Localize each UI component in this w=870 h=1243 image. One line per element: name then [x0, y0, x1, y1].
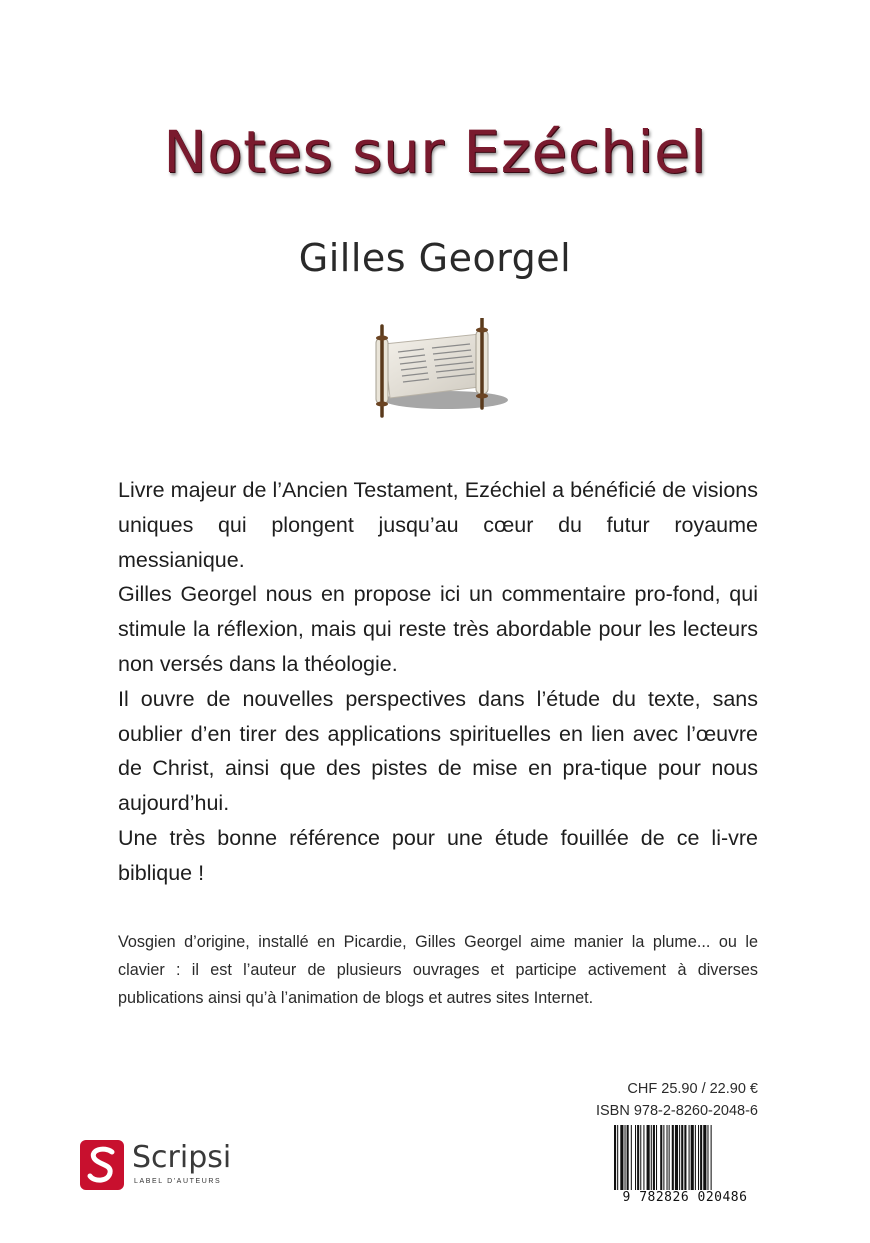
author-bio: Vosgien d’origine, installé en Picardie, Gilles Georgel aime manier la plume... ou le clavier : il est l’auteur de plusieurs ouvrages et participe activement à diverses publications ainsi qu’à l’animation de blogs et autres sites Internet. [118, 933, 758, 1007]
barcode-bar [640, 1125, 641, 1191]
barcode-bar [695, 1125, 696, 1191]
isbn-label: ISBN 978-2-8260-2048-6 [595, 1103, 758, 1119]
barcode-bar [643, 1125, 644, 1191]
barcode-bar [647, 1125, 650, 1191]
barcode-bar [653, 1125, 655, 1191]
barcode-bar [711, 1125, 712, 1197]
barcode-bar [625, 1125, 626, 1191]
barcode-bar [679, 1125, 680, 1191]
barcode-bar [660, 1125, 662, 1191]
barcode-bar [672, 1125, 674, 1191]
publisher-tagline: LABEL D'AUTEURS [134, 1178, 222, 1185]
description-paragraph: Une très bonne référence pour une étude fouillée de ce li-vre biblique ! [118, 825, 758, 885]
barcode-bar [627, 1125, 629, 1191]
publisher-logo [80, 1140, 250, 1190]
barcode-bar [675, 1125, 678, 1191]
book-author: Gilles Georgel [298, 236, 572, 280]
barcode-digits: 9 782826 020486 [612, 1190, 758, 1205]
description-paragraph: Gilles Georgel nous en propose ici un commentaire pro-fond, qui stimule la réflexion, mais qui reste très abordable pour les lecteurs non versés dans la théologie. [118, 582, 758, 676]
description-paragraph: Livre majeur de l’Ancien Testament, Ezéchiel a bénéficié de visions uniques qui plongent jusqu’au cœur du futur royaume messianique. [118, 478, 758, 572]
barcode-bar [663, 1125, 664, 1197]
publisher-name: Scripsi [132, 1140, 232, 1175]
barcode-bar [707, 1125, 708, 1191]
barcode-bar [614, 1125, 616, 1197]
book-title: Notes sur Ezéchiel [163, 118, 707, 186]
barcode-bar [656, 1125, 657, 1191]
book-description [118, 473, 758, 891]
description-paragraph: Il ouvre de nouvelles perspectives dans l’étude du texte, sans oublier d’en tirer des applications spirituelles en lien avec l’œuvre de Christ, ainsi que des pistes de mise en pra-tique pour nous aujourd’hui. [118, 686, 758, 816]
barcode-bar [689, 1125, 690, 1191]
barcode-bar [681, 1125, 683, 1191]
price-label: CHF 25.90 / 22.90 € [627, 1081, 758, 1097]
barcode-bar [669, 1125, 670, 1191]
barcode-bar [617, 1125, 618, 1197]
barcode-bar [698, 1125, 699, 1191]
barcode-bar [631, 1125, 632, 1191]
barcode-bar [637, 1125, 639, 1191]
barcode-bar [703, 1125, 706, 1191]
scripsi-s-logo-icon [80, 1140, 124, 1190]
barcode-bar [684, 1125, 686, 1191]
torah-scroll-icon [362, 318, 514, 418]
barcode-bar [691, 1125, 694, 1191]
barcode-bar [635, 1125, 636, 1191]
barcode-bar [667, 1125, 668, 1191]
barcode-bar [620, 1125, 623, 1191]
barcode-bar [700, 1125, 702, 1191]
barcode-bar [651, 1125, 652, 1191]
